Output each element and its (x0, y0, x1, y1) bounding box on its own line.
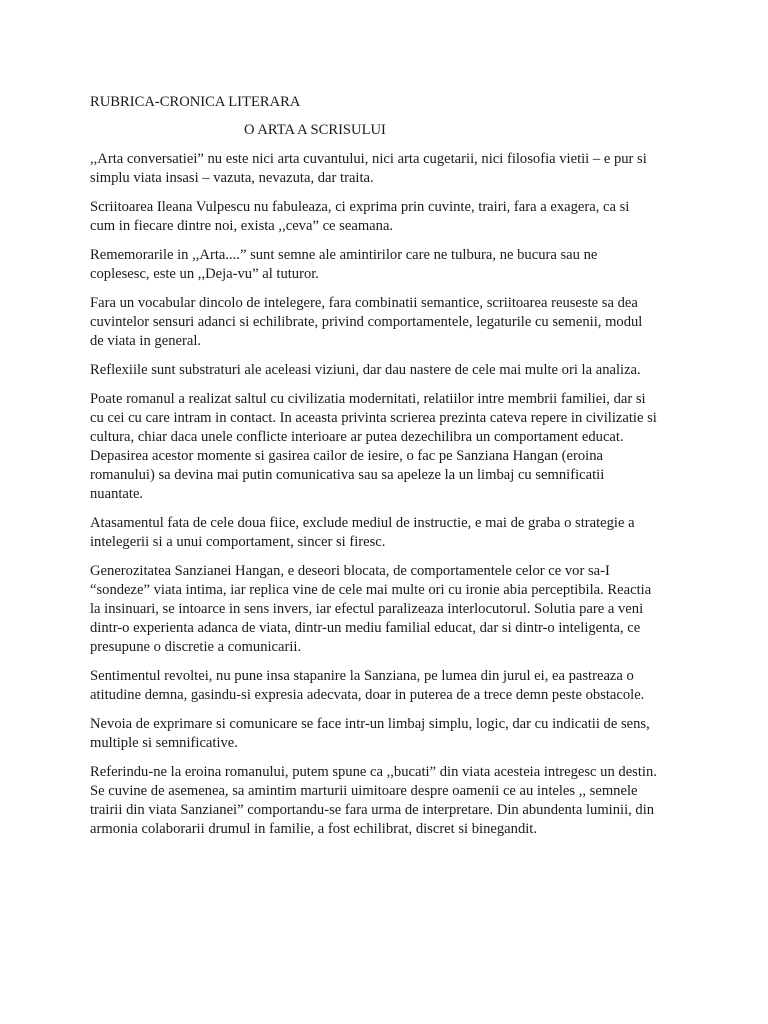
text-line: Se cuvine de asemenea, sa amintim marturii uimitoare despre oamenii ce au inteles ,, semnele (90, 783, 638, 799)
text-line: Nevoia de exprimare si comunicare se face intr-un limbaj simplu, logic, dar cu indicatii de sens, (90, 716, 650, 732)
text-line: trairii din viata Sanzianei” comportandu-se fara urma de interpretare. Din abundenta luminii, din (90, 802, 655, 818)
paragraph (90, 198, 690, 236)
rubric-heading: RUBRICA-CRONICA LITERARA (90, 94, 301, 110)
text-line: Reflexiile sunt substraturi ale aceleasi viziuni, dar dau nastere de cele mai multe ori la analiza. (90, 362, 641, 378)
text-line: ,,Arta conversatiei” nu este nici arta cuvantului, nici arta cugetarii, nici filosofia vietii – e pur si (90, 151, 647, 167)
text-line: Atasamentul fata de cele doua fiice, exclude mediul de instructie, e mai de graba o strategie a (90, 515, 635, 531)
text-line: la insinuari, se intoarce in sens invers, iar efectul paralizeaza interlocutorul. Solutia pare a veni (90, 601, 644, 617)
text-line: Generozitatea Sanzianei Hangan, e deseori blocata, de comportamentele celor ce vor sa-I (90, 563, 610, 579)
text-line: cum in fiecare dintre noi, exista ,,ceva” ce seamana. (90, 218, 394, 234)
paragraph (90, 562, 690, 657)
article-title: O ARTA A SCRISULUI (244, 122, 386, 138)
text-line: multiple si semnificative. (90, 735, 238, 751)
document-body (90, 93, 690, 839)
text-line: Fara un vocabular dincolo de intelegere, fara combinatii semantice, scriitoarea reuseste sa dea (90, 295, 638, 311)
text-line: “sondeze” viata intima, iar replica vine de cele mai multe ori cu ironie abia perceptibila. Reactia (90, 582, 652, 598)
text-line: Referindu-ne la eroina romanului, putem spune ca ,,bucati” din viata acesteia intregesc un destin. (90, 764, 657, 780)
text-line: atitudine demna, gasindu-si expresia adecvata, doar in puterea de a trece demn peste obstacole. (90, 687, 645, 703)
paragraph (90, 715, 690, 753)
text-line: Sentimentul revoltei, nu pune insa stapanire la Sanziana, pe lumea din jurul ei, ea pastreaza o (90, 668, 634, 684)
text-line: nuantate. (90, 486, 144, 502)
text-line: Poate romanul a realizat saltul cu civilizatia modernitati, relatiilor intre membrii familiei, dar si (90, 391, 646, 407)
text-line: dintr-o experienta adanca de viata, dintr-un mediu familial educat, dar si dintr-o inteligenta, ce (90, 620, 641, 636)
text-line: cuvintelor sensuri adanci si echilibrate, privind comportamentele, legaturile cu semenii, modul (90, 314, 643, 330)
text-line: Depasirea acestor momente si gasirea cailor de iesire, o fac pe Sanziana Hangan (eroina (90, 448, 603, 464)
text-line: Rememorarile in ,,Arta....” sunt semne ale amintirilor care ne tulbura, ne bucura sau ne (90, 247, 598, 263)
paragraph (90, 150, 690, 188)
paragraph (90, 763, 690, 839)
paragraph (90, 294, 690, 351)
text-line: Scriitoarea Ileana Vulpescu nu fabuleaza, ci exprima prin cuvinte, trairi, fara a exagera, ca si (90, 199, 630, 215)
text-line: intelegerii si a unui comportament, sincer si firesc. (90, 534, 386, 550)
text-line: coplesesc, este un ,,Deja-vu” al tuturor. (90, 266, 319, 282)
text-line: romanului) sa devina mai putin comunicativa sau sa apeleze la un limbaj cu semnificatii (90, 467, 605, 483)
text-line: presupune o discretie a comunicarii. (90, 639, 302, 655)
paragraph (90, 361, 690, 380)
paragraph (90, 514, 690, 552)
paragraph (90, 246, 690, 284)
paragraph (90, 667, 690, 705)
text-line: de viata in general. (90, 333, 202, 349)
text-line: cultura, chiar daca unele conflicte interioare ar putea dezechilibra un comportament educat. (90, 429, 624, 445)
text-line: cu cei cu care intram in contact. In aceasta privinta scrierea prezinta cateva repere in civilizatie si (90, 410, 657, 426)
text-line: simplu viata insasi – vazuta, nevazuta, dar traita. (90, 170, 374, 186)
paragraph (90, 390, 690, 504)
text-line: armonia colaborarii drumul in familie, a fost echilibrat, discret si binegandit. (90, 821, 537, 837)
paragraphs (90, 150, 690, 839)
